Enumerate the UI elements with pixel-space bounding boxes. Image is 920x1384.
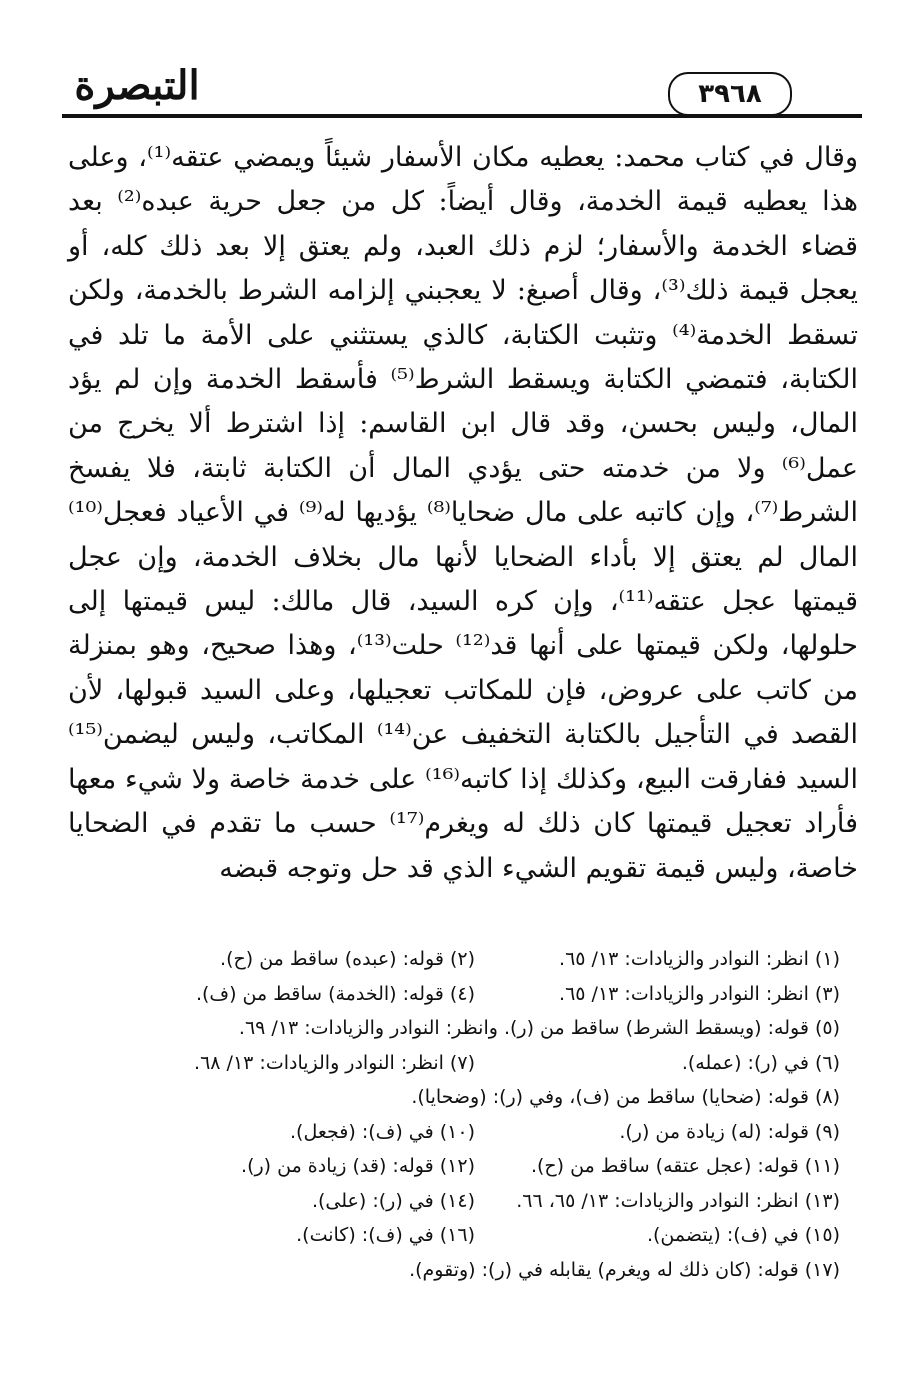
- header-rule: [62, 114, 862, 118]
- page-number: ٣٩٦٨: [668, 72, 792, 116]
- footnote: (١٦) في (ف): (كانت).: [296, 1224, 475, 1247]
- footnote-row: [110, 942, 840, 977]
- footnote-row: [110, 1253, 840, 1288]
- footnote: (١٢) قوله: (قد) زيادة من (ر).: [241, 1155, 475, 1178]
- footnote: (٢) قوله: (عبده) ساقط من (ح).: [220, 948, 475, 971]
- footnote: (١٣) انظر: النوادر والزيادات: ١٣/ ٦٥، ٦٦.: [516, 1189, 840, 1212]
- footnote: (٨) قوله: (ضحايا) ساقط من (ف)، وفي (ر): (وضحايا).: [411, 1086, 840, 1109]
- book-title: التبصرة: [74, 62, 200, 109]
- footnote-row: [110, 1184, 840, 1219]
- footnote-row: [110, 1149, 840, 1184]
- footnote: (١٠) في (ف): (فجعل).: [290, 1120, 475, 1143]
- footnote-row: [110, 1115, 840, 1150]
- main-text: وقال في كتاب محمد: يعطيه مكان الأسفار شيئاً ويمضي عتقه⁽¹⁾، وعلى هذا يعطيه قيمة الخدمة، وقال أيضاً: كل من جعل حرية عبده⁽²⁾ بعد قضاء الخدمة والأسفار؛ لزم ذلك العبد، ولم يعتق إلا بعد ذلك كله، أو يعجل قيمة ذلك⁽³⁾، وقال أصبغ: لا يعجبني إلزامه الشرط بالخدمة، ولكن تسقط الخدمة⁽⁴⁾ وتثبت الكتابة، كالذي يستثني على الأمة ما تلد في الكتابة، فتمضي الكتابة ويسقط الشرط⁽⁵⁾ فأسقط الخدمة وإن لم يؤد المال، وليس بحسن، وقد قال ابن القاسم: إذا اشترط ألا يخرج من عمل⁽⁶⁾ ولا من خدمته حتى يؤدي المال أن الكتابة ثابتة، فلا يفسخ الشرط⁽⁷⁾، وإن كاتبه على مال ضحايا⁽⁸⁾ يؤديها له⁽⁹⁾ في الأعياد فعجل⁽¹⁰⁾ المال لم يعتق إلا بأداء الضحايا لأنها مال بخلاف الخدمة، وإن عجل قيمتها عجل عتقه⁽¹¹⁾، وإن كره السيد، قال مالك: ليس قيمتها إلى حلولها، ولكن قيمتها على أنها قد⁽¹²⁾ حلت⁽¹³⁾، وهذا صحيح، وهو بمنزلة من كاتب على عروض، فإن للمكاتب تعجيلها، وعلى السيد قبولها، لأن القصد في التأجيل بالكتابة التخفيف عن⁽¹⁴⁾ المكاتب، وليس ليضمن⁽¹⁵⁾ السيد ففارقت البيع، وكذلك إذا كاتبه⁽¹⁶⁾ على خدمة خاصة ولا شيء معها فأراد تعجيل قيمتها كان ذلك له ويغرم⁽¹⁷⁾ حسب ما تقدم في الضحايا خاصة، وليس قيمة تقويم الشيء الذي قد حل وتوجه قبضه: [68, 142, 859, 884]
- footnote-row: [110, 1080, 840, 1115]
- footnote: (١٤) في (ر): (على).: [311, 1189, 475, 1212]
- page-header: [62, 58, 862, 120]
- footnote: (١٥) في (ف): (يتضمن).: [646, 1224, 840, 1247]
- footnote-row: [110, 1046, 840, 1081]
- footnote: (١) انظر: النوادر والزيادات: ١٣/ ٦٥.: [559, 948, 840, 971]
- footnotes: [110, 942, 840, 1287]
- footnote-row: [110, 1218, 840, 1253]
- footnote: (٤) قوله: (الخدمة) ساقط من (ف).: [195, 982, 475, 1005]
- footnote-row: [110, 977, 840, 1012]
- footnote: (٩) قوله: (له) زيادة من (ر).: [619, 1120, 840, 1143]
- footnote: (٧) انظر: النوادر والزيادات: ١٣/ ٦٨.: [194, 1051, 475, 1074]
- footnote-row: [110, 1011, 840, 1046]
- footnote: (١١) قوله: (عجل عتقه) ساقط من (ح).: [530, 1155, 840, 1178]
- footnote: (٥) قوله: (ويسقط الشرط) ساقط من (ر). وانظر: النوادر والزيادات: ١٣/ ٦٩.: [238, 1017, 840, 1040]
- footnote: (١٧) قوله: (كان ذلك له ويغرم) يقابله في (ر): (وتقوم).: [409, 1258, 840, 1281]
- footnote: (٦) في (ر): (عمله).: [681, 1051, 840, 1074]
- footnote: (٣) انظر: النوادر والزيادات: ١٣/ ٦٥.: [559, 982, 840, 1005]
